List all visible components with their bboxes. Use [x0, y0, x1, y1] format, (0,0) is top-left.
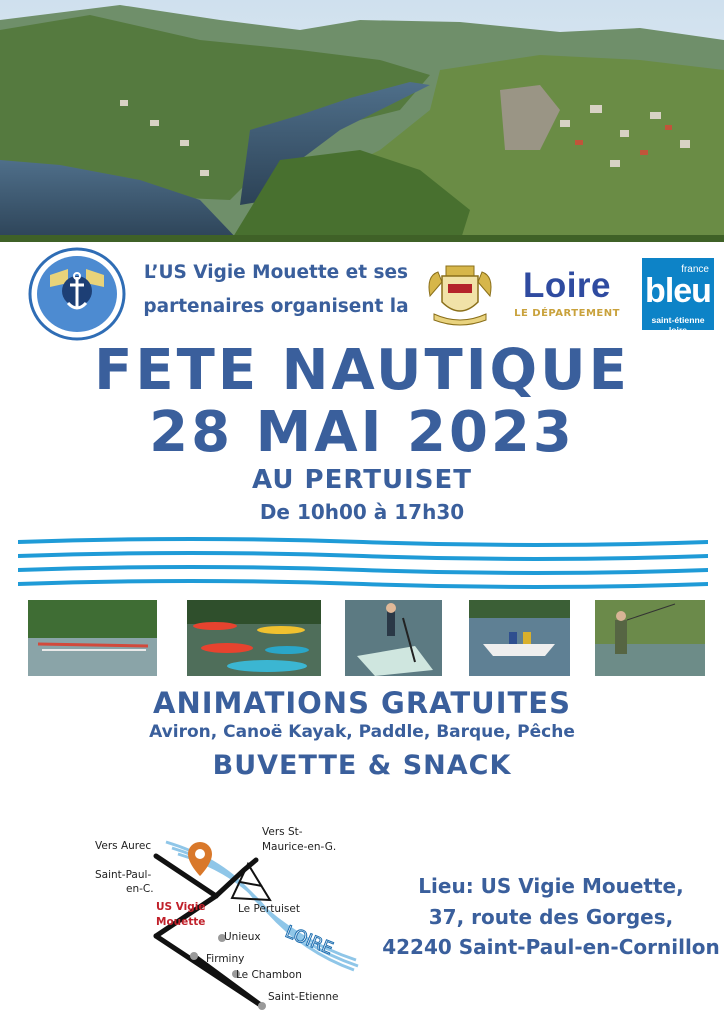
address-line-2: 37, route des Gorges,: [428, 905, 674, 929]
event-place: AU PERTUISET: [252, 465, 472, 495]
photo-peche: [595, 600, 705, 676]
loire-departement-logo: [506, 266, 628, 326]
refreshments-heading: BUVETTE & SNACK: [212, 750, 512, 781]
address-line-3: 42240 Saint-Paul-en-Cornillon: [382, 935, 720, 959]
loire-logo-name: Loire: [522, 266, 612, 305]
map-label-stetienne: Saint-Etienne: [268, 991, 339, 1003]
map-label-club-2: Mouette: [156, 916, 206, 928]
event-date: 28 MAI 2023: [149, 400, 575, 465]
map-label-stmaurice-2: Maurice-en-G.: [262, 841, 337, 853]
map-label-stpaul-1: Saint-Paul-: [95, 869, 152, 881]
hero-landscape-photo: [0, 0, 724, 242]
map-label-stmaurice-1: Vers St-: [262, 826, 303, 838]
location-pin-icon: [188, 842, 212, 876]
loire-logo-subtitle: LE DÉPARTEMENT: [514, 308, 620, 319]
event-title: FETE NAUTIQUE: [94, 338, 630, 403]
photo-aviron: [28, 600, 157, 676]
map-label-pertuiset: Le Pertuiset: [238, 903, 300, 915]
france-bleu-name: bleu: [645, 272, 711, 310]
photo-paddle: [345, 600, 442, 676]
map-label-firminy: Firminy: [206, 953, 245, 965]
event-hours: De 10h00 à 17h30: [259, 500, 465, 524]
map-label-chambon: Le Chambon: [236, 969, 302, 981]
wave-decoration: [18, 534, 708, 594]
france-bleu-logo: [642, 258, 714, 335]
france-bleu-city: saint-étienne loire: [651, 315, 705, 335]
access-map: [86, 820, 376, 1020]
map-label-stpaul-2: en-C.: [126, 883, 154, 895]
map-label-club-1: US Vigie: [156, 901, 206, 913]
address-line-1: Lieu: US Vigie Mouette,: [418, 874, 684, 898]
map-label-unieux: Unieux: [224, 931, 261, 943]
photo-barque: [469, 600, 570, 676]
france-bleu-top: france: [681, 264, 709, 275]
map-label-loire: LOIRE: [282, 922, 336, 960]
photo-canoe-kayak: [187, 600, 321, 676]
municipality-coat-of-arms: [424, 262, 496, 328]
intro-line-1: L’US Vigie Mouette et ses: [143, 262, 409, 283]
intro-line-2: partenaires organisent la: [143, 296, 409, 317]
map-label-aurec: Vers Aurec: [95, 840, 152, 852]
activities-list: Aviron, Canoë Kayak, Paddle, Barque, Pêche: [149, 722, 575, 742]
activities-heading: ANIMATIONS GRATUITES: [153, 686, 571, 720]
club-logo: [28, 247, 126, 341]
